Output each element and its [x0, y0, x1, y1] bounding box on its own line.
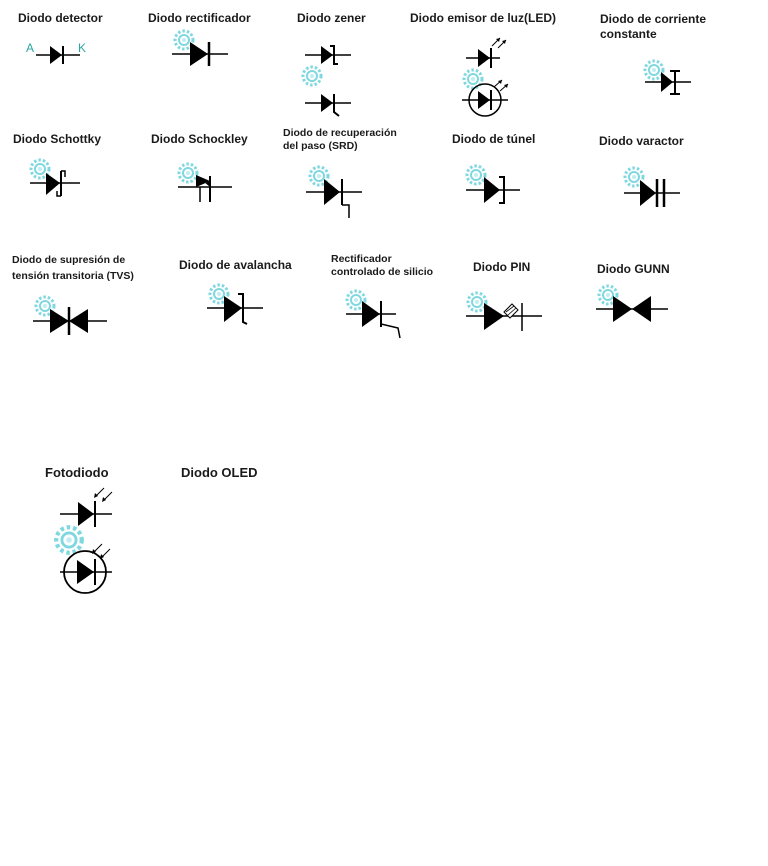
zener-diode-symbol-alt	[305, 90, 351, 116]
label-fotodiodo: Fotodiodo	[45, 465, 109, 480]
varactor-diode-symbol	[624, 176, 680, 210]
constant-current-diode-symbol	[645, 68, 691, 98]
gear-watermark-icon	[300, 64, 324, 88]
tunnel-diode-symbol	[466, 173, 520, 207]
anode-label: A	[26, 41, 35, 55]
label-diodo-srd-1: Diodo de recuperación	[283, 127, 397, 139]
label-diodo-tvs-1: Diodo de supresión de	[12, 254, 126, 266]
label-diodo-corriente-1: Diodo de corriente	[600, 12, 707, 26]
label-diodo-oled: Diodo OLED	[181, 465, 258, 480]
scr-symbol	[346, 298, 404, 340]
rectifier-diode-symbol	[172, 38, 228, 72]
srd-diode-symbol	[306, 174, 364, 222]
label-diodo-pin: Diodo PIN	[473, 260, 531, 274]
label-scr-1: Rectificador	[331, 253, 392, 265]
detector-diode-symbol	[36, 40, 80, 70]
label-scr-2: controlado de silicio	[331, 266, 434, 278]
pin-diode-symbol	[466, 300, 544, 334]
label-diodo-srd-2: del paso (SRD)	[283, 140, 358, 152]
tvs-diode-symbol	[33, 305, 107, 339]
label-diodo-led: Diodo emisor de luz(LED)	[410, 11, 557, 25]
gunn-diode-symbol	[596, 294, 670, 326]
label-diodo-zener: Diodo zener	[297, 11, 366, 25]
label-diodo-gunn: Diodo GUNN	[597, 262, 670, 276]
label-diodo-avalancha: Diodo de avalancha	[179, 258, 292, 272]
label-diodo-detector: Diodo detector	[18, 11, 103, 25]
label-diodo-schockley: Diodo Schockley	[151, 132, 248, 146]
led-symbol	[466, 34, 514, 70]
label-diodo-corriente-2: constante	[600, 27, 657, 41]
cathode-label: K	[78, 41, 87, 55]
label-diodo-varactor: Diodo varactor	[599, 134, 684, 148]
label-diodo-tvs-2: tensión transitoria (TVS)	[12, 270, 134, 282]
label-diodo-schottky: Diodo Schottky	[13, 132, 102, 146]
label-diodo-rectificador: Diodo rectificador	[148, 11, 251, 25]
avalanche-diode-symbol	[207, 292, 263, 326]
schockley-diode-symbol	[178, 172, 232, 204]
led-circle-symbol	[462, 78, 516, 120]
label-diodo-tunel: Diodo de túnel	[452, 132, 536, 146]
photodiode-circle-symbol	[58, 540, 116, 596]
schottky-diode-symbol	[30, 168, 80, 200]
